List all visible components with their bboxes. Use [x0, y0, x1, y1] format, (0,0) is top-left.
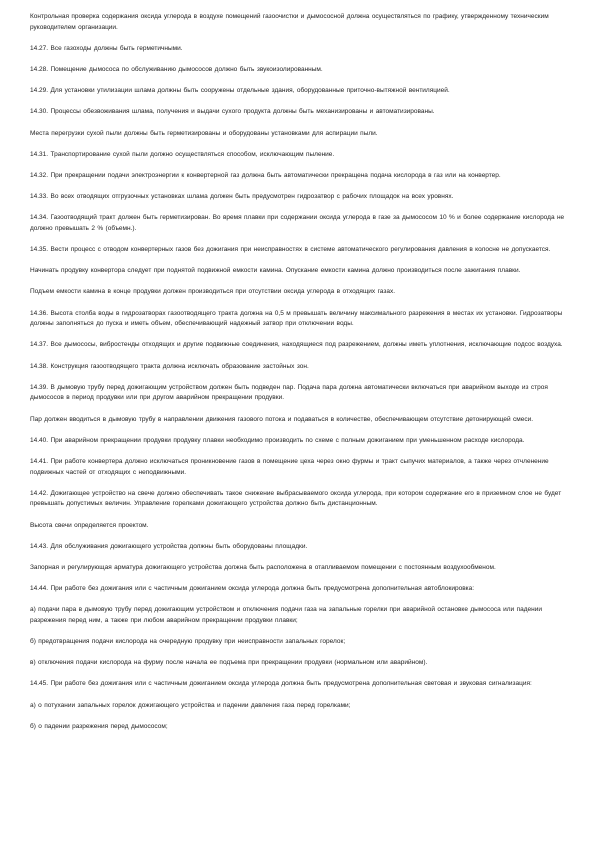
paragraph-14-27: 14.27. Все газоходы должны быть герметичными.: [30, 44, 183, 52]
list-item-14-44-b: б) предотвращения подачи кислорода на очередную продувку при неисправности запальных горелок;: [30, 638, 346, 646]
paragraph-14-41: 14.41. При работе конвертера должно исключаться проникновение газов в помещение цеха через окно фурмы и тракт сыпучих материалов, а также через отчленение подвижных частей от отходящих с неподвижными.: [30, 457, 549, 476]
paragraph-14-34: 14.34. Газоотводящий тракт должен быть герметизирован. Во время плавки при содержании оксида углерода в газе за дымососом 10 % и более содержание кислорода не должно превышать 2 % (объемн.).: [30, 214, 565, 232]
paragraph-14-44: 14.44. При работе без дожигания или с частичным дожиганием оксида углерода должна быть предусмотрена дополнительная автоблокировка:: [30, 585, 475, 593]
paragraph-valves: Запорная и регулирующая арматура дожигающего устройства должна быть расположена в отапливаемом помещении с постоянным воздухообменом.: [30, 563, 496, 571]
paragraph-14-37: 14.37. Все дымососы, вибростенды отходящих и другие подвижные соединения, находящиеся под разрежением, должны иметь уплотнения, исключающие подсос воздуха.: [30, 341, 563, 349]
paragraph-14-33: 14.33. Во всех отводящих отгрузочных установках шлама должен быть предусмотрен гидрозатвор с рабочих площадок на всех уровнях.: [30, 193, 454, 201]
paragraph-14-28: 14.28. Помещение дымососа по обслуживанию дымососов должно быть звукоизолированным.: [30, 65, 323, 73]
paragraph-14-35: 14.35. Вести процесс с отводом конвертерных газов без дожигания при неисправностях в системе автоматического регулирования давления в колосне не допускается.: [30, 246, 551, 254]
paragraph-14-42: 14.42. Дожигающее устройство на свече должно обеспечивать такое снижение выбрасываемого оксида углерода, при котором содержание его в приземном слое не будет превышать допустимых величин. Управление горелками дожигающего устройства должно быть дистанционным.: [30, 489, 562, 508]
paragraph-14-45: 14.45. При работе без дожигания или с частичным дожиганием оксида углерода должна быть предусмотрена дополнительная световая и звуковая сигнализация:: [30, 680, 532, 688]
paragraph-14-43: 14.43. Для обслуживания дожигающего устройства должны быть оборудованы площадки.: [30, 542, 308, 550]
paragraph-steam-flow: Пар должен вводиться в дымовую трубу в направлении движения газового потока и подаваться в количестве, обеспечивающем отсутствие детонирующей смеси.: [30, 415, 534, 423]
paragraph-14-31: 14.31. Транспортирование сухой пыли должно осуществляться способом, исключающим пыление.: [30, 150, 335, 158]
paragraph-14-36: 14.36. Высота столба воды в гидрозатворах газоотводящего тракта должна на 0,5 м превышать величину максимального разрежения в местах их установки. Гидрозатворы должны заполняться до пуска и иметь объем, обеспечивающий надежный затвор при отключении воды.: [30, 309, 563, 328]
paragraph-14-30: 14.30. Процессы обезвоживания шлама, получения и выдачи сухого продукта должны быть механизированы и автоматизированы.: [30, 108, 435, 116]
paragraph-14-32: 14.32. При прекращении подачи электроэнергии к конвертерной газ должна быть автоматически прекращена подача кислорода в газ или на конвертер.: [30, 171, 501, 179]
list-item-14-45-b: б) о падении разрежения перед дымососом;: [30, 722, 168, 730]
paragraph-14-29: 14.29. Для установки утилизации шлама должны быть сооружены отдельные здания, оборудованные приточно-вытяжной вентиляцией.: [30, 87, 450, 95]
paragraph-14-39: 14.39. В дымовую трубу перед дожигающим устройством должен быть подведен пар. Подача пара должна автоматически включаться при аварийном выходе из строя дымососов в период продувки или при другом аварийном прекращении продувки.: [30, 383, 548, 402]
list-item-14-44-a: а) подачи пара в дымовую трубу перед дожигающим устройством и отключения подачи газа на запальные горелки при аварийной остановке дымососа или падении разрежения перед ним, а также при любом аварийном прекращении продувки плавки;: [30, 606, 542, 624]
paragraph-gas-control: Контрольная проверка содержания оксида углерода в воздухе помещений газоочистки и дымососной должна осуществляться по графику, утвержденному техническим руководителем организации.: [30, 13, 549, 31]
list-item-14-44-c: в) отключения подачи кислорода на фурму после начала ее подъема при прекращении продувки (нормальном или аварийном).: [30, 659, 428, 667]
paragraph-14-38: 14.38. Конструкция газоотводящего тракта должна исключать образование застойных зон.: [30, 362, 309, 370]
paragraph-dust-transfer: Места перегрузки сухой пыли должны быть герметизированы и оборудованы установками для аспирации пыли.: [30, 129, 378, 137]
paragraph-hood-lift: Подъем емкости камина в конце продувки должен производиться при отсутствии оксида углерода в отходящих газах.: [30, 288, 396, 296]
list-item-14-45-a: а) о потухании запальных горелок дожигающего устройства и падении давления газа перед горелками;: [30, 701, 351, 709]
paragraph-14-40: 14.40. При аварийном прекращении продувки продувку плавки необходимо производить по схеме с полным дожиганием при уменьшенном расходе кислорода.: [30, 436, 525, 444]
paragraph-blowing-start: Начинать продувку конвертора следует при поднятой подвижной емкости камина. Опускание емкости камина должно производиться после зажигания плавки.: [30, 267, 521, 275]
document-page: [30, 12, 568, 743]
paragraph-stack-height: Высота свечи определяется проектом.: [30, 521, 149, 529]
